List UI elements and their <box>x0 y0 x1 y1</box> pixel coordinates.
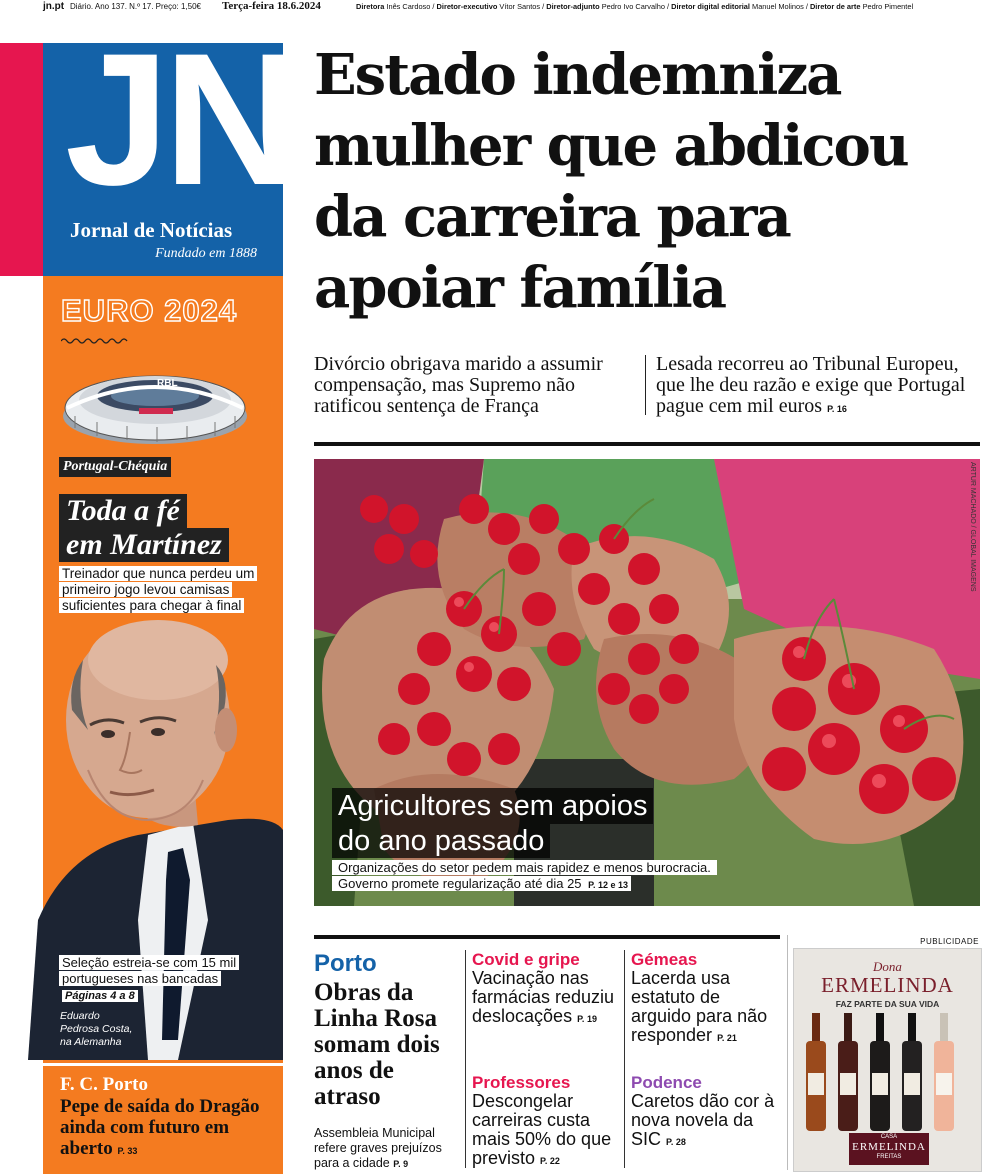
ad-label: PUBLICIDADE <box>920 937 979 946</box>
story-podence-headline: Caretos dão cor à nova novela da SIC P. 28 <box>631 1091 775 1149</box>
story-gemeas-headline: Lacerda usa estatuto de arguido para não responder P. 21 <box>631 968 768 1045</box>
stadium-sign: RBL <box>157 378 178 389</box>
founded-year: Fundado em 1888 <box>155 246 257 261</box>
sidebar-dek: Treinador que nunca perdeu um primeiro jogo levou camisas suficientes para chegar à final <box>59 566 277 614</box>
story-covid[interactable] <box>472 950 620 1029</box>
rule-divider-bottom <box>314 935 780 939</box>
masthead-logo[interactable] <box>43 14 294 276</box>
story-covid-headline: Vacinação nas farmácias reduziu deslocações P. 19 <box>472 968 615 1026</box>
column-divider <box>624 950 625 1168</box>
fcporto-kicker: F. C. Porto <box>60 1074 148 1095</box>
fans-note: Seleção estreia-se com 15 mil portugueses nas bancadas <box>59 955 259 987</box>
lead-sub-left: Divórcio obrigava marido a assumir compensação, mas Supremo não ratificou sentença de França <box>314 353 603 417</box>
story-porto-kicker: Porto <box>314 950 377 977</box>
story-podence[interactable] <box>631 1073 781 1152</box>
ad-brand: ERMELINDA <box>821 973 954 997</box>
story-gemeas[interactable] <box>631 950 781 1048</box>
story-gemeas-kicker: Gémeas <box>631 950 698 969</box>
photo-sub: Organizações do setor pedem mais rapidez e menos burocracia. Governo promete regularização até dia 25 P. 12 e 13 <box>332 860 752 893</box>
site-url[interactable]: jn.pt <box>43 1 65 12</box>
story-porto-dek: Assembleia Municipal refere graves prejuízos para a cidade P. 9 <box>314 1126 442 1170</box>
photo-page: P. 12 e 13 <box>588 880 629 890</box>
wine-advertisement[interactable] <box>793 948 982 1172</box>
sidebar-headline-line1[interactable]: Toda a fé <box>59 494 187 528</box>
wine-bottles-icon <box>804 1013 974 1131</box>
section-title-euro: EURO 2024 <box>61 293 238 328</box>
issue-info: Diário. Ano 137. N.º 17. Preço: 1,50€ <box>70 2 201 11</box>
story-professores[interactable] <box>472 1073 620 1171</box>
photo-title-line2[interactable]: do ano passado <box>332 824 550 858</box>
newspaper-name: Jornal de Notícias <box>70 218 233 242</box>
rule-divider <box>314 442 980 446</box>
logo-letters: JN <box>65 14 294 224</box>
ad-casa-logo: CASA ERMELINDA FREITAS <box>849 1133 929 1165</box>
story-porto-headline: Obras da Linha Rosa somam dois anos de atraso <box>314 979 440 1110</box>
ad-dona: Dona <box>873 959 902 974</box>
story-professores-headline: Descongelar carreiras custa mais 50% do que previsto P. 22 <box>472 1091 612 1168</box>
issue-date: Terça-feira 18.6.2024 <box>222 0 321 12</box>
fcporto-box[interactable] <box>43 1063 283 1174</box>
fans-pages[interactable]: Páginas 4 a 8 <box>62 990 138 1002</box>
photo-caption: Eduardo Pedrosa Costa, na Alemanha <box>60 1010 133 1048</box>
lead-page: P. 16 <box>827 404 847 414</box>
photo-credit: ARTUR MACHADO / GLOBAL IMAGENS <box>969 462 976 592</box>
squiggle-divider-icon <box>61 336 131 346</box>
sidebar-headline-line2[interactable]: em Martínez <box>59 528 229 562</box>
story-porto[interactable] <box>314 950 464 1172</box>
staff-credits: Diretora Inês Cardoso / Diretor-executivo Vítor Santos / Diretor-adjunto Pedro Ivo Carvalho / Diretor digital editorial Manuel Molinos / Diretor de arte Pedro Pimentel <box>356 2 914 11</box>
fcporto-headline: Pepe de saída do Dragão ainda com futuro em aberto P. 33 <box>60 1096 260 1159</box>
ad-divider <box>787 935 788 1170</box>
fcporto-page: P. 33 <box>117 1146 138 1156</box>
column-divider <box>465 950 466 1168</box>
story-covid-kicker: Covid e gripe <box>472 950 580 969</box>
ad-slogan: FAZ PARTE DA SUA VIDA <box>835 999 940 1009</box>
match-tag: Portugal-Chéquia <box>59 457 171 477</box>
story-podence-kicker: Podence <box>631 1073 702 1092</box>
lead-sub-right: Lesada recorreu ao Tribunal Europeu, que lhe deu razão e exige que Portugal pague cem mil euros P. 16 <box>656 353 966 417</box>
top-strip <box>0 0 987 14</box>
lead-headline[interactable]: Estado indemniza mulher que abdicou da carreira para apoiar família <box>314 42 908 321</box>
stadium-illustration-icon <box>57 356 252 451</box>
sub-divider <box>645 355 646 415</box>
story-professores-kicker: Professores <box>472 1073 571 1092</box>
photo-title-line1[interactable]: Agricultores sem apoios <box>332 788 653 824</box>
pink-accent-bar <box>0 43 43 276</box>
